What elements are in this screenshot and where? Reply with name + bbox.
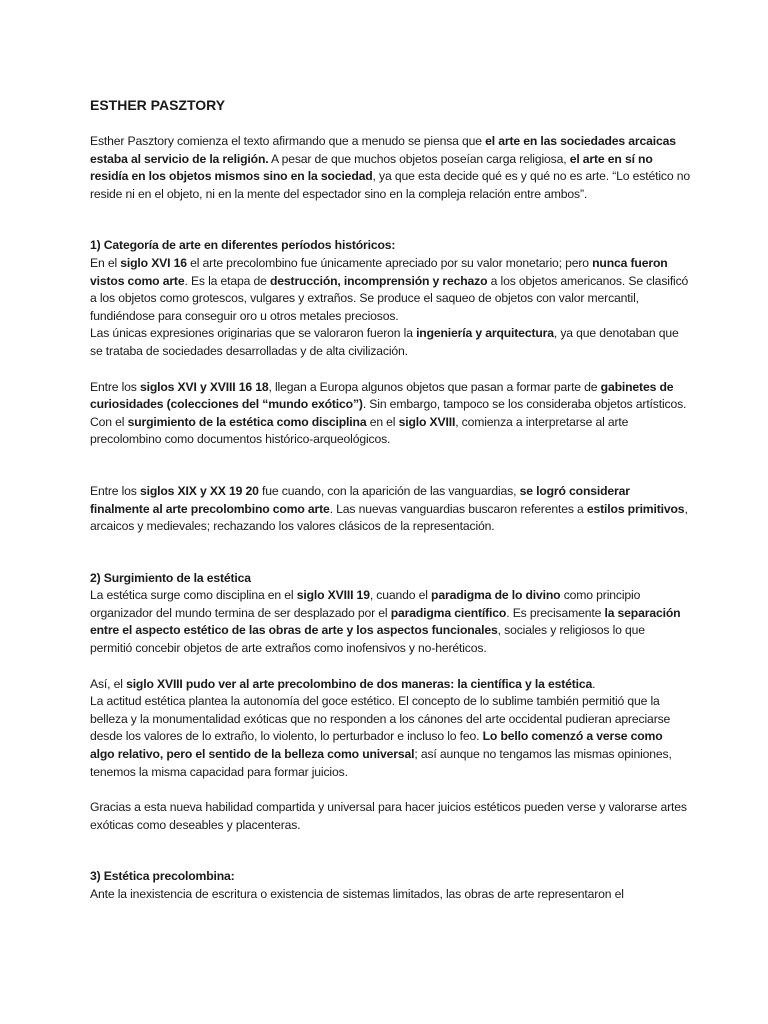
- bold-text-run: siglos XIX y XX 19 20: [139, 483, 259, 498]
- document-title: ESTHER PASZTORY: [90, 97, 226, 113]
- text-run: La estética surge como disciplina en el: [90, 588, 297, 603]
- bold-text-run: la separación entre el aspecto estético de las obras de arte y los aspectos funcionales: [90, 605, 681, 638]
- bold-text-run: se logró considerar finalmente al arte precolombino como arte: [90, 483, 630, 516]
- spacer: [90, 781, 690, 799]
- text-run: , llegan a Europa algunos objetos que pasan a formar parte de: [268, 379, 601, 394]
- bold-text-run: siglos XVI y XVIII 16 18: [139, 379, 269, 394]
- spacer: [90, 203, 690, 237]
- bold-text-run: paradigma de lo divino: [431, 588, 561, 603]
- text-run: Así, el: [90, 676, 127, 691]
- bold-text-run: paradigma científico: [390, 605, 507, 620]
- bold-text-run: siglo XVIII pudo ver al arte precolombino de dos maneras: la científica y la estética: [126, 676, 593, 691]
- text-run: . Es precisamente: [506, 605, 605, 620]
- text-run: Esther Pasztory comienza el texto afirmando que a menudo se piensa que: [90, 134, 486, 148]
- bold-text-run: el arte en las sociedades arcaicas estaba al servicio de la religión.: [90, 134, 676, 166]
- bold-text-run: el arte en sí no residía en los objetos mismos sino en la sociedad: [90, 151, 653, 184]
- text-run: , cuando el: [369, 588, 432, 603]
- document-page: [90, 96, 690, 904]
- spacer: [90, 361, 690, 379]
- text-run: . Las nuevas vanguardias buscaron referentes a: [329, 501, 587, 516]
- bold-text-run: siglo XVIII 19: [296, 588, 370, 603]
- section-2-heading: 2) Surgimiento de la estética: [90, 570, 251, 585]
- spacer: [90, 449, 690, 483]
- text-run: Entre los: [90, 379, 140, 394]
- bold-text-run: gabinetes de curiosidades (colecciones del “mundo exótico”): [90, 379, 674, 412]
- bold-text-run: ingeniería y arquitectura: [416, 326, 554, 341]
- spacer: [90, 536, 690, 570]
- text-run: Gracias a esta nueva habilidad compartida y universal para hacer juicios estéticos pueden verse y valorarse artes exóticas como deseables y placenteras.: [90, 800, 687, 832]
- section-2-paragraph-2: [90, 676, 690, 694]
- text-run: en el: [366, 414, 399, 429]
- bold-text-run: siglo XVIII: [398, 414, 456, 429]
- intro-paragraph: [90, 133, 690, 203]
- bold-text-run: nunca fueron vistos como arte: [90, 255, 668, 288]
- text-run: , ya que denotaban que se trataba de sociedades desarrolladas y de alta civilización.: [90, 326, 679, 358]
- text-run: , arcaicos y medievales; rechazando los valores clásicos de la representación.: [90, 501, 688, 534]
- bold-text-run: estilos primitivos: [586, 501, 685, 516]
- spacer: [90, 834, 690, 868]
- text-run: La actitud estética plantea la autonomía del goce estético. El concepto de lo sublime también permitió que la belleza y la monumentalidad exóticas que no responden a los cánones del arte occidental pudieran apreciarse desde los valores de lo extraño, lo violento, lo perturbador e incluso lo feo.: [90, 694, 671, 744]
- section-1-paragraph-2: [90, 325, 690, 360]
- bold-text-run: surgimiento de la estética como disciplina: [127, 414, 367, 429]
- section-1-paragraph-3: [90, 379, 690, 449]
- text-run: . Sin embargo, tampoco se los consideraba objetos artísticos. Con el: [90, 397, 687, 429]
- text-run: Las únicas expresiones originarias que se valoraron fueron la: [90, 326, 417, 341]
- section-3-heading: 3) Estética precolombina:: [90, 869, 235, 884]
- bold-text-run: Lo bello comenzó a verse como algo relativo, pero el sentido de la belleza como universal: [90, 729, 663, 762]
- section-1-heading: 1) Categoría de arte en diferentes períodos históricos:: [90, 238, 396, 253]
- text-run: , sociales y religiosos lo que permitió concebir objetos de arte extraños como inofensivos y no-heréticos.: [90, 623, 645, 656]
- text-run: fue cuando, con la aparición de las vanguardias,: [258, 483, 520, 498]
- section-2-paragraph-1: [90, 587, 690, 657]
- text-run: .: [592, 676, 596, 691]
- text-run: ; así aunque no tengamos las mismas opiniones, tenemos la misma capacidad para formar juicios.: [90, 747, 672, 779]
- text-run: A pesar de que muchos objetos poseían carga religiosa,: [268, 151, 570, 166]
- section-1-paragraph-4: [90, 483, 690, 536]
- text-run: a los objetos americanos. Se clasificó a los objetos como grotescos, vulgares y extraños. Se produce el saqueo de objetos con valor mercantil, fundiéndose para conseguir oro u otros metales preciosos.: [90, 273, 689, 323]
- text-run: el arte precolombino fue únicamente apreciado por su valor monetario; pero: [186, 255, 593, 270]
- text-run: , comienza a interpretarse al arte precolombino como documentos histórico-arqueológicos.: [90, 414, 629, 447]
- text-run: . Es la etapa de: [184, 273, 270, 288]
- section-2-paragraph-3: [90, 693, 690, 781]
- text-run: En el: [90, 255, 121, 270]
- spacer: [90, 658, 690, 676]
- text-run: Entre los: [90, 483, 140, 498]
- section-3-paragraph-1: [90, 886, 690, 904]
- section-2-paragraph-4: [90, 799, 690, 834]
- section-1-paragraph-1: [90, 255, 690, 325]
- bold-text-run: siglo XVI 16: [120, 255, 187, 270]
- text-run: Ante la inexistencia de escritura o existencia de sistemas limitados, las obras de arte representaron el: [90, 887, 624, 901]
- text-run: , ya que esta decide qué es y qué no es arte. “Lo estético no reside ni en el objeto, ni en la mente del espectador sino en la compleja relación entre ambos”.: [90, 169, 690, 201]
- bold-text-run: destrucción, incomprensión y rechazo: [270, 273, 488, 288]
- text-run: como principio organizador del mundo termina de ser desplazado por el: [90, 588, 641, 620]
